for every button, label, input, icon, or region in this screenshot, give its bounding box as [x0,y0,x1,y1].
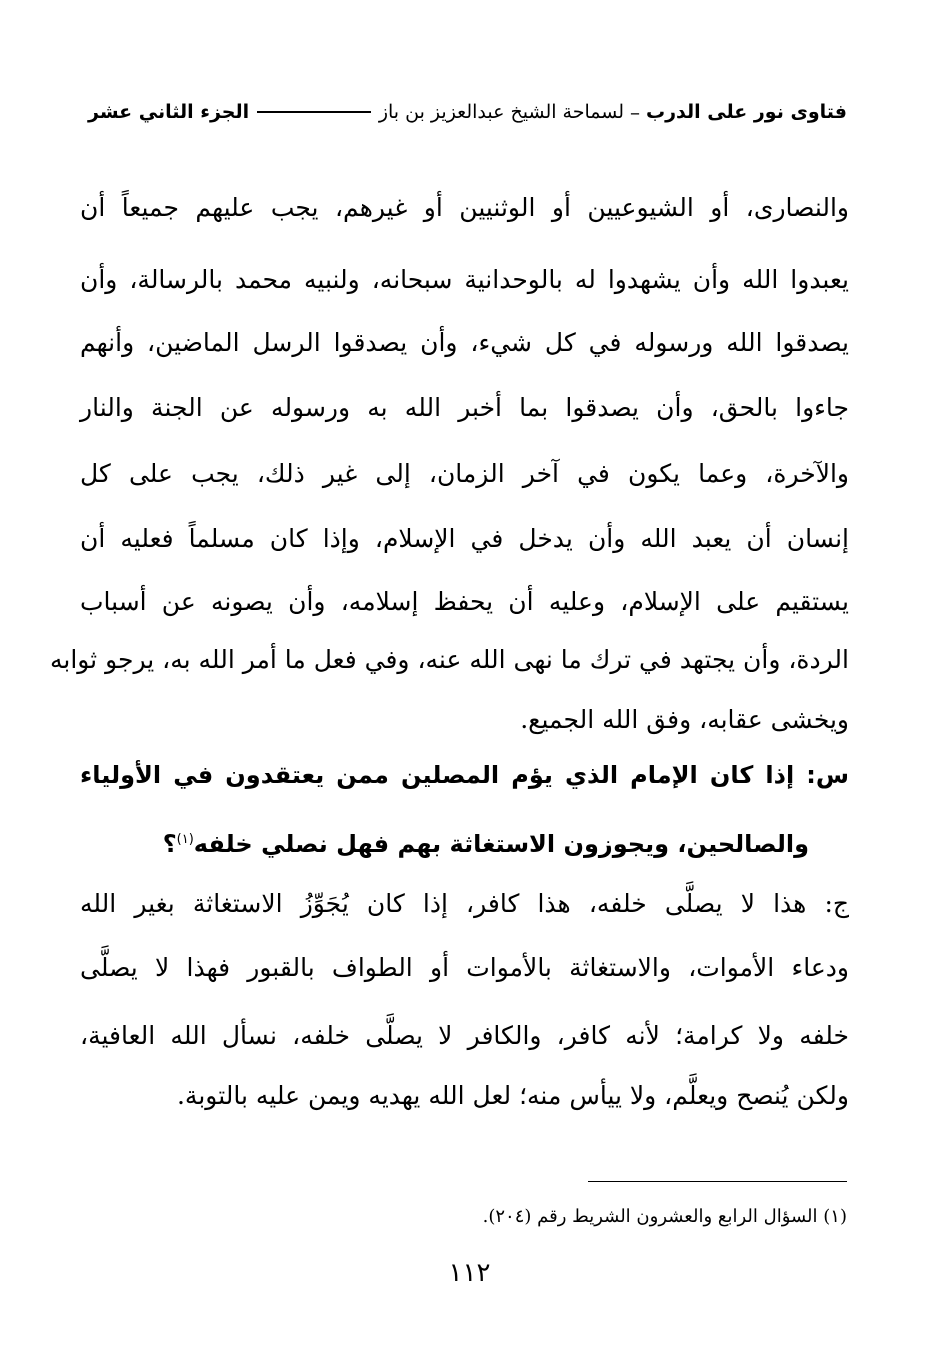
body-line: والآخرة، وعما يكون في آخر الزمان، إلى غير ذلك، يجب على كل [80,459,849,488]
footnote-reference: (١) [176,832,194,847]
question-line: س: إذا كان الإمام الذي يؤم المصلين ممن يعتقدون في الأولياء [80,761,849,789]
question-text: والصالحين، ويجوزون الاستغاثة بهم فهل نصلي خلفه [193,830,809,858]
body-line: يستقيم على الإسلام، وعليه أن يحفظ إسلامه، وأن يصونه عن أسباب [80,587,849,616]
volume-label: الجزء الثاني عشر [88,101,250,123]
running-header [88,92,847,132]
header-separator: – [630,100,640,124]
body-line: الردة، وأن يجتهد في ترك ما نهى الله عنه، وفي فعل ما أمر الله به، يرجو ثوابه [49,645,849,674]
header-rule [257,111,371,113]
footnote-rule [588,1181,847,1182]
body-line: والنصارى، أو الشيوعيين أو الوثنيين أو غيرهم، يجب عليهم جميعاً أن [80,193,849,222]
answer-line: ودعاء الأموات، والاستغاثة بالأموات أو الطواف بالقبور فهذا لا يصلَّى [80,953,849,982]
question-line [92,820,809,860]
body-line: جاءوا بالحق، وأن يصدقوا بما أخبر الله به ورسوله عن الجنة والنار [80,393,849,422]
answer-line: ولكن يُنصح ويعلَّم، ولا ييأس منه؛ لعل الله يهديه ويمن عليه بالتوبة. [176,1081,849,1110]
page-number: ١١٢ [448,1258,491,1288]
answer-line: ج: هذا لا يصلَّى خلفه، هذا كافر، إذا كان يُجَوِّزُ الاستغاثة بغير الله [80,889,849,918]
book-title: فتاوى نور على الدرب [646,101,847,123]
author-name: لسماحة الشيخ عبدالعزيز بن باز [378,101,624,123]
body-line: يصدقوا الله ورسوله في كل شيء، وأن يصدقوا الرسل الماضين، وأنهم [80,328,849,357]
footnote: (١) السؤال الرابع والعشرون الشريط رقم (٢٠٤). [482,1206,847,1227]
question-mark: ؟ [162,830,177,858]
answer-line: خلفه ولا كرامة؛ لأنه كافر، والكافر لا يصلَّى خلفه، نسأل الله العافية، [80,1021,849,1050]
body-line: يعبدوا الله وأن يشهدوا له بالوحدانية سبحانه، ولنبيه محمد بالرسالة، وأن [80,265,849,294]
body-line: إنسان أن يعبد الله وأن يدخل في الإسلام، وإذا كان مسلماً فعليه أن [80,524,849,553]
body-line: ويخشى عقابه، وفق الله الجميع. [520,705,849,734]
